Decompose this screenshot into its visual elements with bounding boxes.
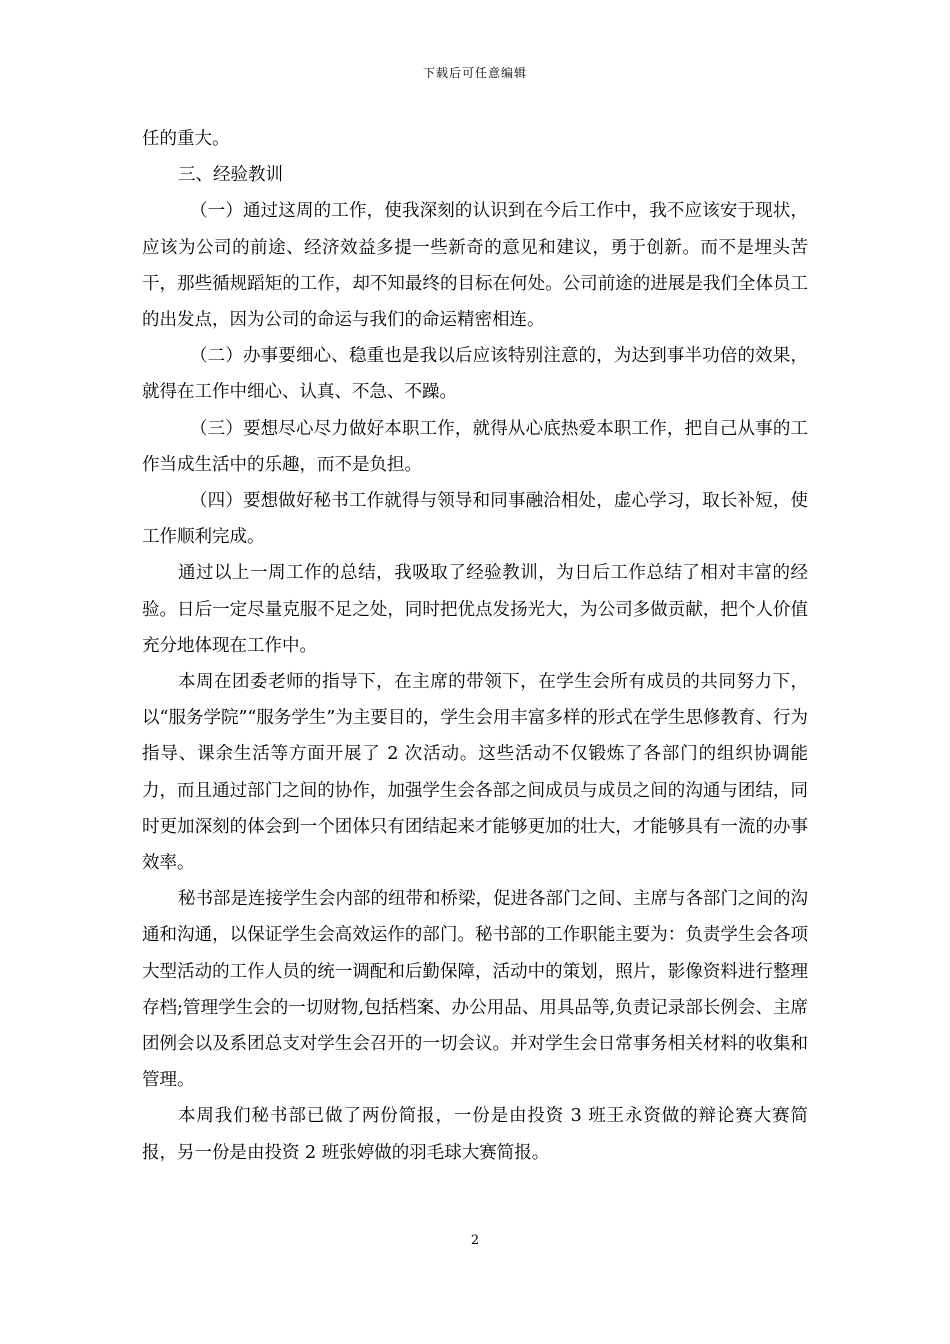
paragraph-briefings: 本周我们秘书部已做了两份简报，一份是由投资 3 班王永资做的辩论赛大赛简报，另一份是由投资 2 班张婷做的羽毛球大赛简报。 xyxy=(142,1106,808,1163)
paragraph-lesson-1: （一）通过这周的工作，使我深刻的认识到在今后工作中，我不应该安于现状，应该为公司的前途、经济效益多提一些新奇的意见和建议，勇于创新。而不是埋头苦干，那些循规蹈矩的工作，却不知最终的目标在何处。公司前途的进展是我们全体员工的出发点，因为公司的命运与我们的命运精密相连。 xyxy=(142,201,808,331)
page-header: 下载后可任意编辑 xyxy=(422,66,527,80)
page-number: 2 xyxy=(470,1233,480,1248)
paragraph-secretariat: 秘书部是连接学生会内部的纽带和桥梁，促进各部门之间、主席与各部门之间的沟通和沟通，以保证学生会高效运作的部门。秘书部的工作职能主要为：负责学生会各项大型活动的工作人员的统一调配和后勤保障，活动中的策划，照片，影像资料进行整理存档;管理学生会的一切财物,包括档案、办公用品、用具品等,负责记录部长例会、主席团例会以及系团总支对学生会召开的一切会议。并对学生会日常事务相关材料的收集和管理。 xyxy=(142,889,808,1091)
paragraph-lesson-3: （三）要想尽心尽力做好本职工作，就得从心底热爱本职工作，把自己从事的工作当成生活中的乐趣，而不是负担。 xyxy=(142,418,808,475)
paragraph-summary: 通过以上一周工作的总结，我吸取了经验教训，为日后工作总结了相对丰富的经验。日后一定尽量克服不足之处，同时把优点发扬光大，为公司多做贡献，把个人价值充分地体现在工作中。 xyxy=(142,563,808,656)
paragraph-student-union: 本周在团委老师的指导下，在主席的带领下，在学生会所有成员的共同努力下，以“服务学院”“服务学生”为主要目的，学生会用丰富多样的形式在学生思修教育、行为指导、课余生活等方面开展了 2 次活动。这些活动不仅锻炼了各部门的组织协调能力，而且通过部门之间的协作，加强学生会各部之间成员与成员之间的沟通与团结，同时更加深刻的体会到一个团体只有团结起来才能够更加的壮大，才能够具有一流的办事效率。 xyxy=(142,672,808,874)
paragraph-lesson-2: （二）办事要细心、稳重也是我以后应该特别注意的，为达到事半功倍的效果，就得在工作中细心、认真、不急、不躁。 xyxy=(142,346,808,403)
paragraph-lesson-4: （四）要想做好秘书工作就得与领导和同事融洽相处，虚心学习，取长补短，使工作顺利完成。 xyxy=(142,491,808,548)
section-heading: 三、经验教训 xyxy=(178,165,283,186)
document-body xyxy=(142,121,808,1171)
paragraph-continuation: 任的重大。 xyxy=(142,129,230,149)
